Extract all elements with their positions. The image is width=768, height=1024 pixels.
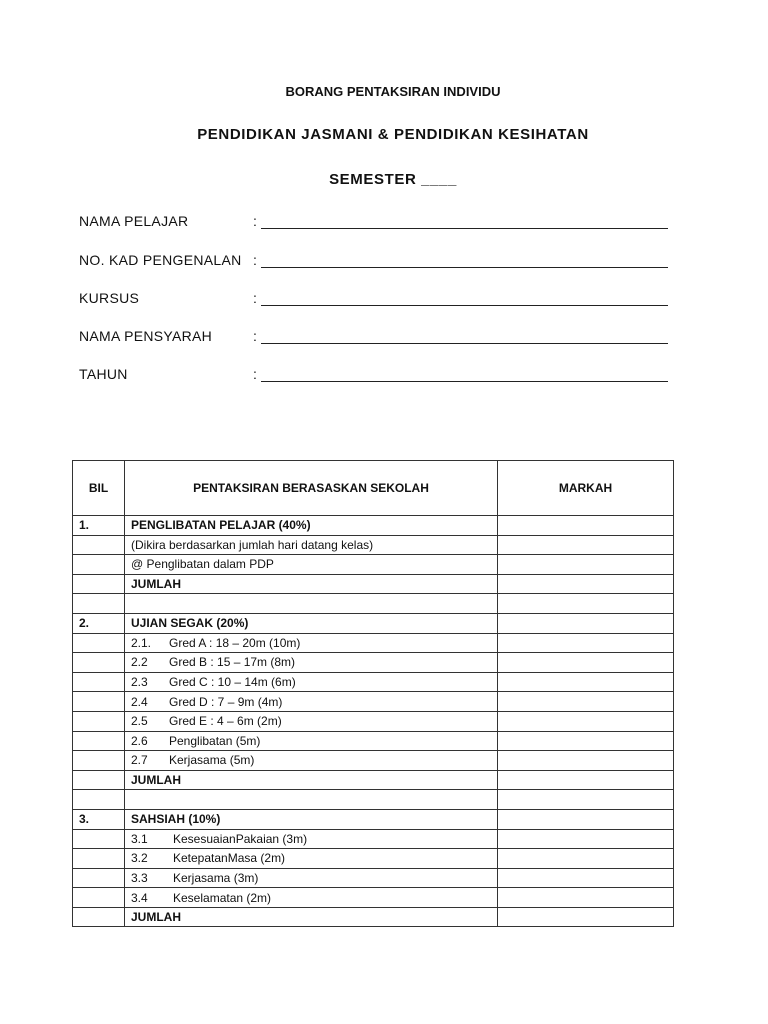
field-colon: : [253, 328, 257, 344]
item-text [125, 692, 498, 712]
bil-cell [73, 907, 125, 927]
item-number: 2.3 [131, 675, 148, 690]
bil-cell [73, 790, 125, 810]
field-label: KURSUS [79, 290, 140, 306]
bil-cell [73, 574, 125, 594]
item-number: 2.5 [131, 714, 148, 729]
item-label: Gred E : 4 – 6m (2m) [169, 714, 282, 729]
jumlah-label: JUMLAH [125, 770, 498, 790]
table-row [73, 653, 674, 673]
table-row [73, 516, 674, 536]
bil-cell [73, 633, 125, 653]
item-number: 3.4 [131, 890, 148, 905]
item-label: Penglibatan (5m) [169, 733, 261, 748]
item-label: Gred B : 15 – 17m (8m) [169, 655, 296, 670]
table-row [73, 613, 674, 633]
bil-cell [73, 594, 125, 614]
fill-in-line[interactable] [261, 381, 668, 382]
markah-cell[interactable] [498, 516, 674, 536]
markah-cell[interactable] [498, 829, 674, 849]
bil-cell [73, 751, 125, 771]
item-label: KesesuaianPakaian (3m) [173, 831, 308, 846]
table-row [73, 849, 674, 869]
markah-cell[interactable] [498, 633, 674, 653]
field-label: NO. KAD PENGENALAN [79, 252, 242, 268]
header-markah: MARKAH [498, 461, 674, 516]
bil-cell [73, 711, 125, 731]
field-kursus [79, 290, 679, 310]
bil-cell [73, 672, 125, 692]
item-label: Kerjasama (3m) [173, 870, 259, 885]
markah-cell[interactable] [498, 672, 674, 692]
fill-in-line[interactable] [261, 267, 668, 268]
item-text [125, 849, 498, 869]
bil-cell [73, 653, 125, 673]
section-title: UJIAN SEGAK (20%) [125, 613, 498, 633]
table-row [73, 692, 674, 712]
bil-cell [73, 770, 125, 790]
markah-cell[interactable] [498, 574, 674, 594]
field-nama-pensyarah [79, 328, 679, 348]
item-text [125, 751, 498, 771]
markah-cell[interactable] [498, 653, 674, 673]
bil-cell [73, 535, 125, 555]
section-number: 2. [73, 613, 125, 633]
item-number: 2.1. [131, 635, 152, 650]
table-row [73, 770, 674, 790]
field-label: NAMA PELAJAR [79, 213, 189, 229]
markah-cell[interactable] [498, 809, 674, 829]
item-label: Keselamatan (2m) [173, 890, 272, 905]
item-text [125, 829, 498, 849]
section-number: 3. [73, 809, 125, 829]
bil-cell [73, 829, 125, 849]
markah-cell[interactable] [498, 849, 674, 869]
item-text [125, 711, 498, 731]
field-no-kad-pengenalan [79, 252, 679, 272]
empty-cell [125, 594, 498, 614]
markah-cell[interactable] [498, 907, 674, 927]
empty-cell [125, 790, 498, 810]
header-pentaksiran: PENTAKSIRAN BERASASKAN SEKOLAH [125, 461, 498, 516]
table-row [73, 535, 674, 555]
bil-cell [73, 731, 125, 751]
bil-cell [73, 692, 125, 712]
field-colon: : [253, 366, 257, 382]
jumlah-label: JUMLAH [125, 907, 498, 927]
fill-in-line[interactable] [261, 343, 668, 344]
item-label: KetepatanMasa (2m) [173, 851, 286, 866]
markah-cell[interactable] [498, 731, 674, 751]
field-colon: : [253, 290, 257, 306]
table-row [73, 868, 674, 888]
field-tahun [79, 366, 679, 386]
markah-cell[interactable] [498, 868, 674, 888]
section-number: 1. [73, 516, 125, 536]
table-row [73, 555, 674, 575]
table-row [73, 809, 674, 829]
table-row [73, 888, 674, 908]
section-title: PENGLIBATAN PELAJAR (40%) [125, 516, 498, 536]
item-number: 2.2 [131, 655, 148, 670]
item-number: 3.1 [131, 831, 148, 846]
table-row [73, 829, 674, 849]
markah-cell[interactable] [498, 711, 674, 731]
field-label: TAHUN [79, 366, 128, 382]
markah-cell[interactable] [498, 751, 674, 771]
markah-cell[interactable] [498, 555, 674, 575]
item-label: Gred C : 10 – 14m (6m) [169, 675, 296, 690]
table-row [73, 790, 674, 810]
form-title: BORANG PENTAKSIRAN INDIVIDU [285, 84, 501, 99]
table-row [73, 731, 674, 751]
markah-cell[interactable] [498, 888, 674, 908]
item-text [125, 868, 498, 888]
semester-title: SEMESTER ____ [329, 171, 457, 188]
item-label: Gred A : 18 – 20m (10m) [169, 635, 301, 650]
item-number: 2.6 [131, 733, 148, 748]
bil-cell [73, 888, 125, 908]
markah-cell[interactable] [498, 790, 674, 810]
item-number: 2.4 [131, 694, 148, 709]
field-colon: : [253, 213, 257, 229]
markah-cell[interactable] [498, 692, 674, 712]
item-text [125, 731, 498, 751]
jumlah-label: JUMLAH [125, 574, 498, 594]
table-row [73, 907, 674, 927]
bil-cell [73, 849, 125, 869]
item-number: 3.3 [131, 870, 148, 885]
bil-cell [73, 555, 125, 575]
item-label: Gred D : 7 – 9m (4m) [169, 694, 283, 709]
bil-cell [73, 868, 125, 888]
field-label: NAMA PENSYARAH [79, 328, 213, 344]
section-title: SAHSIAH (10%) [125, 809, 498, 829]
markah-cell[interactable] [498, 613, 674, 633]
item-label: Kerjasama (5m) [169, 753, 255, 768]
fill-in-line[interactable] [261, 228, 668, 229]
table-row [73, 672, 674, 692]
item-number: 3.2 [131, 851, 148, 866]
item-text [125, 888, 498, 908]
assessment-table [72, 460, 674, 927]
table-row [73, 751, 674, 771]
table-row [73, 594, 674, 614]
item-text [125, 633, 498, 653]
fill-in-line[interactable] [261, 305, 668, 306]
markah-cell[interactable] [498, 770, 674, 790]
header-bil: BIL [73, 461, 125, 516]
table-row [73, 574, 674, 594]
table-row [73, 711, 674, 731]
subject-title: PENDIDIKAN JASMANI & PENDIDIKAN KESIHATAN [197, 126, 589, 143]
item-text: @ Penglibatan dalam PDP [125, 555, 498, 575]
item-text [125, 672, 498, 692]
markah-cell[interactable] [498, 535, 674, 555]
field-colon: : [253, 252, 257, 268]
field-nama-pelajar [79, 213, 679, 233]
item-text: (Dikira berdasarkan jumlah hari datang kelas) [125, 535, 498, 555]
table-row [73, 633, 674, 653]
markah-cell[interactable] [498, 594, 674, 614]
table-header-row [73, 461, 674, 516]
item-text [125, 653, 498, 673]
item-number: 2.7 [131, 753, 148, 768]
